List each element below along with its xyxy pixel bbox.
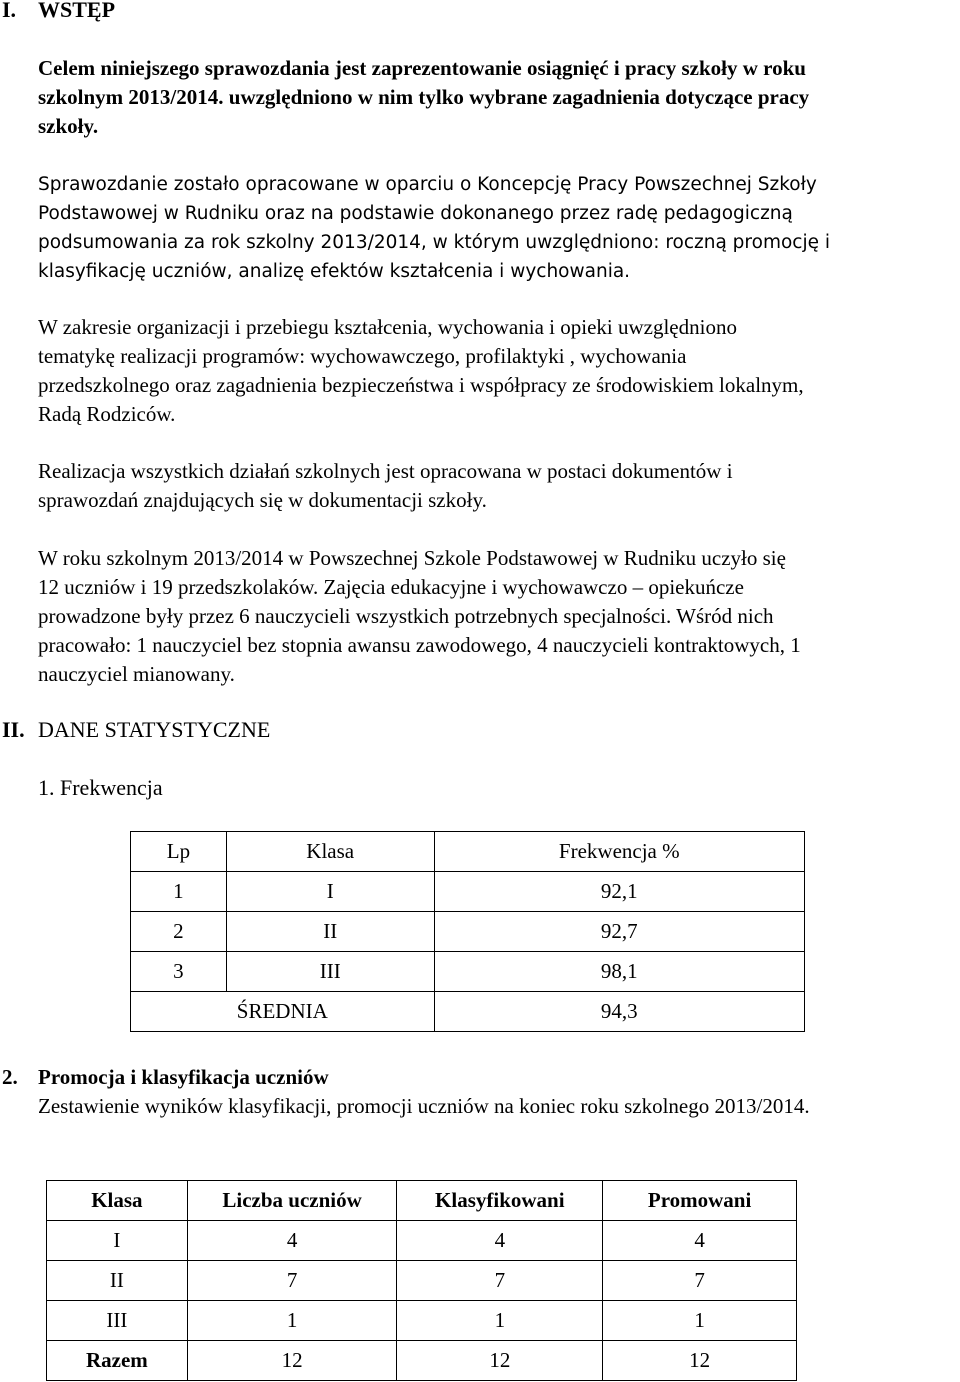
header-cell: Klasa — [47, 1181, 188, 1221]
table-cell: I — [47, 1221, 188, 1261]
section1-title: WSTĘP — [38, 0, 116, 22]
average-value: 94,3 — [434, 992, 804, 1032]
table-row — [47, 1301, 797, 1341]
header-cell: Lp — [131, 832, 227, 872]
table-cell: 1 — [397, 1301, 603, 1341]
table-cell: 7 — [187, 1261, 397, 1301]
paragraph-organization: W zakresie organizacji i przebiegu kształcenia, wychowania i opieki uwzględniono tematykę realizacji programów: wychowawczego, profilaktyki , wychowania przedszkolnego oraz zagadnienia bezpieczeństwa i współpracy ze środowiskiem lokalnym, Radą Rodziców. — [38, 315, 804, 426]
attendance-table — [130, 831, 805, 1032]
table-cell: 92,1 — [434, 872, 804, 912]
subsection-promotion-title: Promocja i klasyfikacja uczniów — [38, 1065, 329, 1089]
section2-number: II. — [2, 717, 25, 742]
table-cell: 98,1 — [434, 952, 804, 992]
table-total-row — [47, 1341, 797, 1381]
section2-title: DANE STATYSTYCZNE — [38, 717, 271, 742]
promotion-table — [46, 1180, 797, 1381]
intro-paragraph: Celem niniejszego sprawozdania jest zaprezentowanie osiągnięć i pracy szkoły w roku szkolnym 2013/2014. uwzględniono w nim tylko wybrane zagadnienia dotyczące pracy szkoły. — [38, 56, 810, 138]
total-cell: 12 — [603, 1341, 797, 1381]
table-header-row — [131, 832, 805, 872]
table-cell: 2 — [131, 912, 227, 952]
table-row — [131, 912, 805, 952]
table-cell: 4 — [187, 1221, 397, 1261]
total-cell: 12 — [187, 1341, 397, 1381]
paragraph-methodology: Sprawozdanie zostało opracowane w oparciu o Koncepcję Pracy Powszechnej Szkoły Podstawowej w Rudniku oraz na podstawie dokonanego przez radę pedagogiczną podsumowania za rok szkolny 2013/2014, w którym uwzględniono: roczną promocję i klasyfikację uczniów, analizę efektów kształcenia i wychowania. — [38, 174, 830, 282]
header-cell: Promowani — [603, 1181, 797, 1221]
table-row — [47, 1261, 797, 1301]
table-cell: 7 — [397, 1261, 603, 1301]
table-cell: 3 — [131, 952, 227, 992]
header-cell: Klasa — [226, 832, 434, 872]
table-row — [47, 1221, 797, 1261]
table-cell: 92,7 — [434, 912, 804, 952]
table-average-row — [131, 992, 805, 1032]
paragraph-documentation: Realizacja wszystkich działań szkolnych jest opracowana w postaci dokumentów i sprawozdań znajdujących się w dokumentacji szkoły. — [38, 459, 733, 512]
table-row — [131, 952, 805, 992]
table-cell: 1 — [131, 872, 227, 912]
table-cell: III — [226, 952, 434, 992]
table-cell: 4 — [603, 1221, 797, 1261]
table-cell: 7 — [603, 1261, 797, 1301]
section1-number: I. — [2, 0, 17, 22]
table-cell: III — [47, 1301, 188, 1341]
table-header-row — [47, 1181, 797, 1221]
subsection-promotion-description: Zestawienie wyników klasyfikacji, promocji uczniów na koniec roku szkolnego 2013/2014. — [38, 1094, 810, 1118]
table-cell: I — [226, 872, 434, 912]
total-cell: 12 — [397, 1341, 603, 1381]
table-row — [131, 872, 805, 912]
header-cell: Klasyfikowani — [397, 1181, 603, 1221]
table-cell: II — [47, 1261, 188, 1301]
paragraph-statistics-summary: W roku szkolnym 2013/2014 w Powszechnej Szkole Podstawowej w Rudniku uczyło się 12 uczniów i 19 przedszkolaków. Zajęcia edukacyjne i wychowawczo – opiekuńcze prowadzone były przez 6 nauczycieli wszystkich potrzebnych specjalności. Wśród nich pracowało: 1 nauczyciel bez stopnia awansu zawodowego, 4 nauczycieli kontraktowych, 1 nauczyciel mianowany. — [38, 546, 801, 686]
header-cell: Frekwencja % — [434, 832, 804, 872]
table-cell: 1 — [187, 1301, 397, 1341]
table-cell: II — [226, 912, 434, 952]
subsection-promotion-number: 2. — [2, 1065, 18, 1089]
average-label: ŚREDNIA — [131, 992, 435, 1032]
header-cell: Liczba uczniów — [187, 1181, 397, 1221]
table-cell: 4 — [397, 1221, 603, 1261]
subsection-attendance-title: 1. Frekwencja — [38, 775, 163, 800]
table-cell: 1 — [603, 1301, 797, 1341]
total-label: Razem — [47, 1341, 188, 1381]
